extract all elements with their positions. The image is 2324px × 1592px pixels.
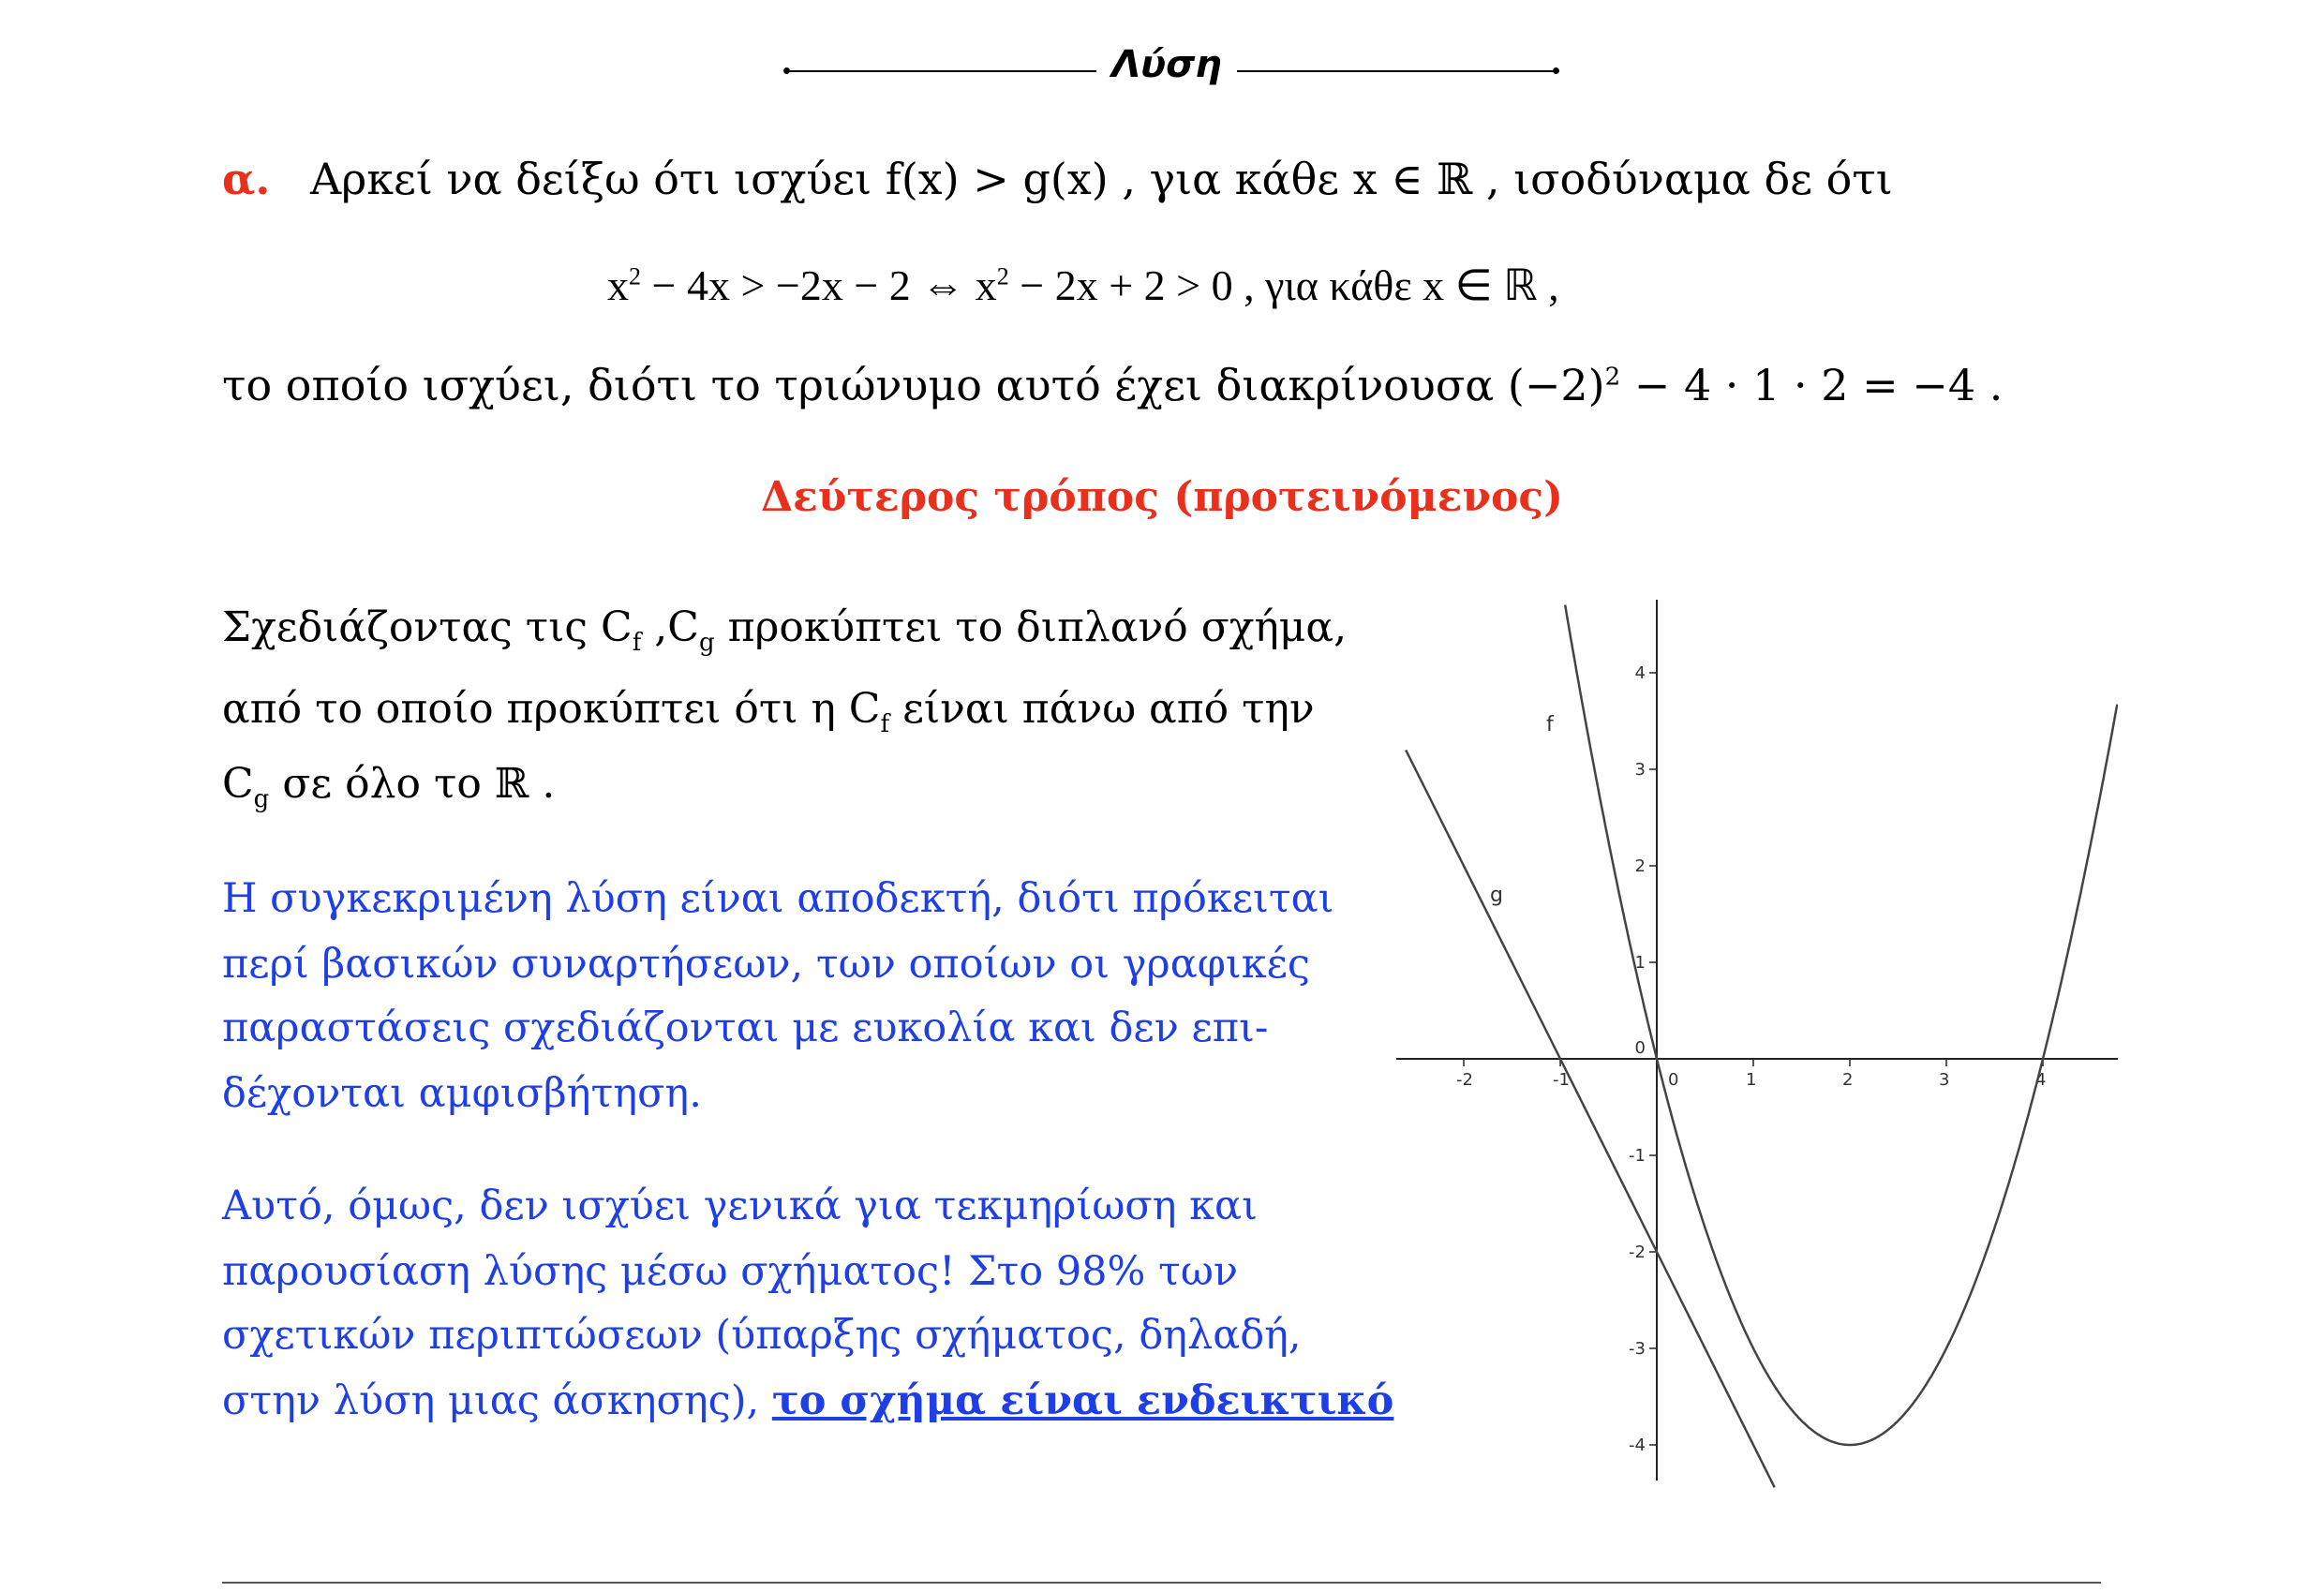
blue-p1-line1: Η συγκεκριμένη λύση είναι αποδεκτή, διότι πρόκειται <box>222 875 1334 922</box>
p1-l3-b: σε όλο το ℝ . <box>269 760 556 808</box>
x-tick-label: 4 <box>2035 1070 2047 1090</box>
part-a-line1 <box>222 154 1893 204</box>
eq-exp-1: 2 <box>629 262 641 290</box>
x-tick-label: 3 <box>1939 1070 1950 1090</box>
y-tick-label: -2 <box>1629 1242 1646 1262</box>
p1-l2-b: είναι πάνω από την <box>889 685 1315 733</box>
x-tick-label: 0 <box>1668 1070 1679 1090</box>
p1-l1-sub1: f <box>632 628 642 657</box>
function-graph <box>1396 600 2118 1490</box>
blue-p2-line3: σχετικών περιπτώσεων (ύπαρξης σχήματος, δηλαδή, <box>222 1312 1302 1359</box>
y-tick-label: 0 <box>1634 1038 1646 1058</box>
p1-l3-a: C <box>222 760 254 808</box>
p1-l1-c: προκύπτει το διπλανό σχήμα, <box>714 603 1348 651</box>
x-tick-label: 2 <box>1842 1070 1854 1090</box>
solution-heading: Λύση <box>1111 43 1222 86</box>
p1-l2-sub: f <box>880 709 890 738</box>
line3-text-1: το οποίο ισχύει, διότι το τριώνυμο αυτό έχει διακρίνουσα (−2) <box>222 360 1605 410</box>
p1-l2-a: από το οποίο προκύπτει ότι η C <box>222 685 881 733</box>
part-a-intro-text: Αρκεί να δείξω ότι ισχύει f(x) > g(x) , για κάθε x ∈ ℝ , ισοδύναμα δε ότι <box>310 154 1893 204</box>
eq-exp-2: 2 <box>996 262 1009 290</box>
second-method-title: Δεύτερος τρόπος (προτεινόμενος) <box>761 473 1563 521</box>
x-tick-label: -2 <box>1456 1070 1473 1090</box>
eq-text-3: − 2x + 2 > 0 , για κάθε x ∈ ℝ , <box>1008 261 1559 309</box>
p1-l1-sub2: g <box>698 628 715 657</box>
part-a-equation <box>607 261 1559 309</box>
blue-p1-line4: δέχονται αμφισβήτηση. <box>222 1070 702 1117</box>
eq-text-1: x <box>607 261 629 309</box>
p1-l3-sub: g <box>253 784 270 813</box>
x-tick-label: -1 <box>1553 1070 1570 1090</box>
x-tick-label: 1 <box>1746 1070 1757 1090</box>
curve-label-f: f <box>1546 713 1554 736</box>
blue-p2-line1: Αυτό, όμως, δεν ισχύει γενικά για τεκμηρίωση και <box>222 1183 1258 1229</box>
y-tick-label: -3 <box>1629 1339 1646 1359</box>
header-rule-right <box>1237 70 1556 72</box>
p1-l1-b: ,C <box>641 603 699 651</box>
y-tick-label: 1 <box>1634 953 1646 973</box>
y-tick-label: 4 <box>1634 663 1646 683</box>
curve-label-g: g <box>1490 884 1503 907</box>
y-tick-label: -4 <box>1629 1436 1646 1455</box>
p1-l1-a: Σχεδιάζοντας τις C <box>222 603 633 651</box>
blue-p2-line4 <box>222 1377 1394 1424</box>
blue-p1-line2: περί βασικών συναρτήσεων, των οποίων οι γραφικές <box>222 941 1310 988</box>
emphasis-link-text: το σχήμα είναι ενδεικτικό <box>771 1377 1394 1424</box>
curve-g <box>1406 750 1774 1487</box>
part-a-label: α. <box>222 154 271 204</box>
header-dot-right <box>1553 67 1559 74</box>
line3-text-2: − 4 · 1 · 2 = −4 . <box>1620 360 2004 410</box>
blue-p1-line3: παραστάσεις σχεδιάζονται με ευκολία και δεν επι- <box>222 1004 1269 1051</box>
blue-p2-line2: παρουσίαση λύσης μέσω σχήματος! Στο 98% των <box>222 1248 1239 1295</box>
y-tick-label: -1 <box>1629 1146 1646 1166</box>
left-p1-line1 <box>222 603 1348 657</box>
y-tick-label: 2 <box>1634 856 1646 876</box>
left-p1-line2 <box>222 685 1315 738</box>
part-a-line3 <box>222 360 2004 410</box>
blue-p2-last-a: στην λύση μιας άσκησης), <box>222 1377 772 1424</box>
bottom-rule <box>222 1582 2101 1584</box>
line3-exp: 2 <box>1604 363 1621 392</box>
y-tick-label: 3 <box>1634 760 1646 780</box>
left-p1-line3 <box>222 760 556 813</box>
graph-axes <box>1396 600 2118 1480</box>
eq-text-2: − 4x > −2x − 2 ⇔ x <box>641 261 997 309</box>
header-rule-left <box>787 70 1096 72</box>
curve-f <box>1565 605 2117 1445</box>
